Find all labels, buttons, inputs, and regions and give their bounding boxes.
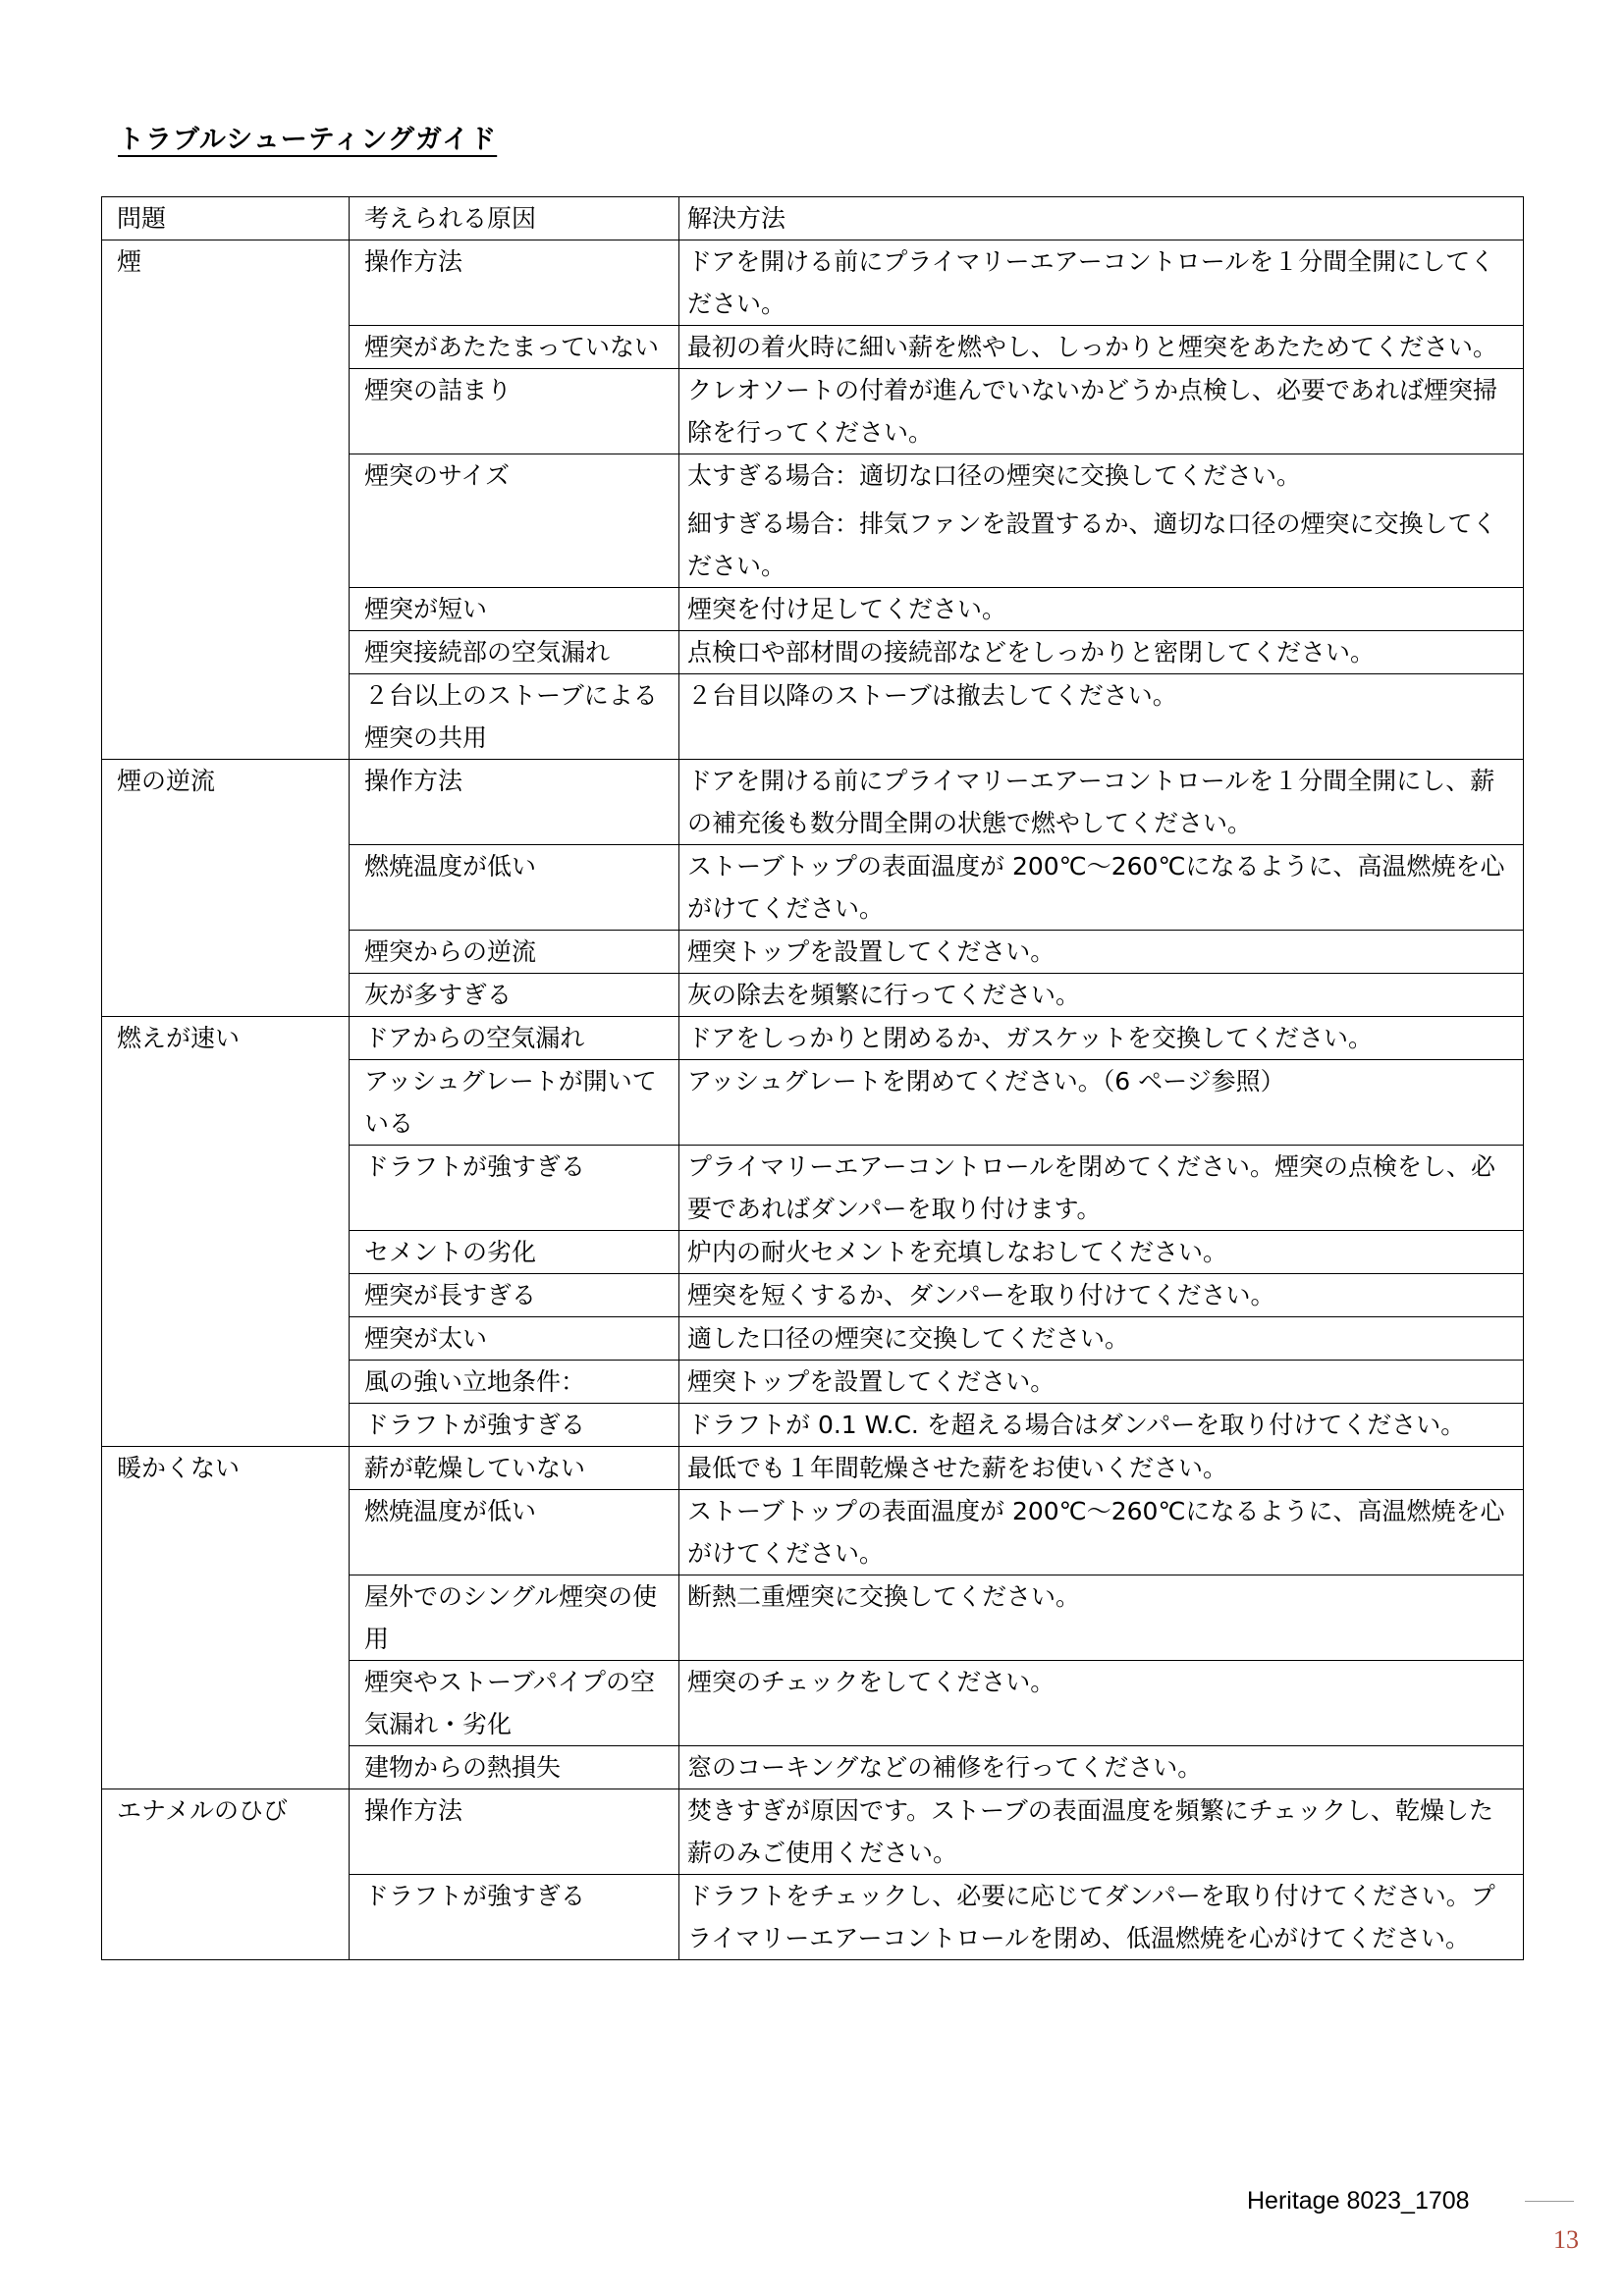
solution-cell: ドアをしっかりと閉めるか、ガスケットを交換してください。: [679, 1017, 1524, 1060]
solution-cell: ストーブトップの表面温度が 200℃～260℃になるように、高温燃焼を心がけてください。: [679, 1490, 1524, 1575]
table-row: [102, 1017, 1524, 1060]
cause-cell: 煙突が長すぎる: [350, 1274, 679, 1317]
cause-cell: セメントの劣化: [350, 1231, 679, 1274]
cause-cell: 操作方法: [350, 1789, 679, 1875]
solution-cell: 炉内の耐火セメントを充填しなおしてください。: [679, 1231, 1524, 1274]
solution-cell: ドラフトをチェックし、必要に応じてダンパーを取り付けてください。プライマリーエアーコントロールを閉め、低温燃焼を心がけてください。: [679, 1875, 1524, 1960]
problem-cell: エナメルのひび: [102, 1789, 350, 1960]
header-problem: 問題: [102, 197, 350, 240]
solution-cell: 煙突を付け足してください。: [679, 588, 1524, 631]
solution-cell: アッシュグレートを閉めてください。（6 ページ参照）: [679, 1060, 1524, 1146]
solution-cell: 点検口や部材間の接続部などをしっかりと密閉してください。: [679, 631, 1524, 674]
cause-cell: 煙突があたたまっていない: [350, 326, 679, 369]
solution-cell: クレオソートの付着が進んでいないかどうか点検し、必要であれば煙突掃除を行ってください。: [679, 369, 1524, 454]
problem-cell: 煙の逆流: [102, 760, 350, 1017]
footer-divider: [1525, 2201, 1574, 2202]
table-row: [102, 240, 1524, 326]
cause-cell: 煙突接続部の空気漏れ: [350, 631, 679, 674]
solution-cell: 煙突トップを設置してください。: [679, 931, 1524, 974]
solution-cell: 煙突を短くするか、ダンパーを取り付けてください。: [679, 1274, 1524, 1317]
table-header-row: [102, 197, 1524, 240]
solution-cell: 最初の着火時に細い薪を燃やし、しっかりと煙突をあたためてください。: [679, 326, 1524, 369]
cause-cell: 薪が乾燥していない: [350, 1447, 679, 1490]
cause-cell: 煙突が太い: [350, 1317, 679, 1361]
cause-cell: 燃焼温度が低い: [350, 845, 679, 931]
solution-cell: ２台目以降のストーブは撤去してください。: [679, 674, 1524, 760]
solution-line: 太すぎる場合：適切な口径の煙突に交換してください。: [687, 461, 1302, 490]
cause-cell: 煙突が短い: [350, 588, 679, 631]
problem-cell: 暖かくない: [102, 1447, 350, 1789]
solution-cell: ドアを開ける前にプライマリーエアーコントロールを１分間全開にし、薪の補充後も数分間全開の状態で燃やしてください。: [679, 760, 1524, 845]
solution-cell: 断熱二重煙突に交換してください。: [679, 1575, 1524, 1661]
page-title: トラブルシューティングガイド: [118, 125, 498, 155]
solution-cell: ドラフトが 0.1 W.C. を超える場合はダンパーを取り付けてください。: [679, 1404, 1524, 1447]
cause-cell: ドアからの空気漏れ: [350, 1017, 679, 1060]
cause-cell: 煙突からの逆流: [350, 931, 679, 974]
solution-cell: 灰の除去を頻繁に行ってください。: [679, 974, 1524, 1017]
problem-cell: 煙: [102, 240, 350, 760]
cause-cell: 操作方法: [350, 760, 679, 845]
solution-cell: 適した口径の煙突に交換してください。: [679, 1317, 1524, 1361]
solution-cell: ストーブトップの表面温度が 200℃～260℃になるように、高温燃焼を心がけてください。: [679, 845, 1524, 931]
cause-cell: ドラフトが強すぎる: [350, 1404, 679, 1447]
troubleshooting-table: [101, 196, 1524, 1960]
solution-line: 細すぎる場合：排気ファンを設置するか、適切な口径の煙突に交換してください。: [687, 509, 1497, 580]
cause-cell: 灰が多すぎる: [350, 974, 679, 1017]
cause-cell: ２台以上のストーブによる煙突の共用: [350, 674, 679, 760]
solution-cell: 最低でも１年間乾燥させた薪をお使いください。: [679, 1447, 1524, 1490]
cause-cell: 煙突やストーブパイプの空気漏れ・劣化: [350, 1661, 679, 1746]
cause-cell: ドラフトが強すぎる: [350, 1146, 679, 1231]
problem-cell: 燃えが速い: [102, 1017, 350, 1447]
page-number: 13: [1553, 2225, 1579, 2254]
cause-cell: 屋外でのシングル煙突の使用: [350, 1575, 679, 1661]
cause-cell: ドラフトが強すぎる: [350, 1875, 679, 1960]
solution-cell: 煙突のチェックをしてください。: [679, 1661, 1524, 1746]
cause-cell: 風の強い立地条件：: [350, 1361, 679, 1404]
solution-cell: ドアを開ける前にプライマリーエアーコントロールを１分間全開にしてください。: [679, 240, 1524, 326]
cause-cell: アッシュグレートが開いている: [350, 1060, 679, 1146]
header-cause: 考えられる原因: [350, 197, 679, 240]
solution-cell: [679, 454, 1524, 588]
cause-cell: 操作方法: [350, 240, 679, 326]
cause-cell: 建物からの熱損失: [350, 1746, 679, 1789]
solution-cell: プライマリーエアーコントロールを閉めてください。煙突の点検をし、必要であればダンパーを取り付けます。: [679, 1146, 1524, 1231]
cause-cell: 煙突の詰まり: [350, 369, 679, 454]
footer-doc-id: Heritage 8023_1708: [1247, 2187, 1470, 2215]
cause-cell: 煙突のサイズ: [350, 454, 679, 588]
header-solution: 解決方法: [679, 197, 1524, 240]
table-row: [102, 1447, 1524, 1490]
solution-cell: 窓のコーキングなどの補修を行ってください。: [679, 1746, 1524, 1789]
cause-cell: 燃焼温度が低い: [350, 1490, 679, 1575]
table-row: [102, 1789, 1524, 1875]
table-row: [102, 760, 1524, 845]
solution-cell: 焚きすぎが原因です。ストーブの表面温度を頻繁にチェックし、乾燥した薪のみご使用ください。: [679, 1789, 1524, 1875]
solution-cell: 煙突トップを設置してください。: [679, 1361, 1524, 1404]
